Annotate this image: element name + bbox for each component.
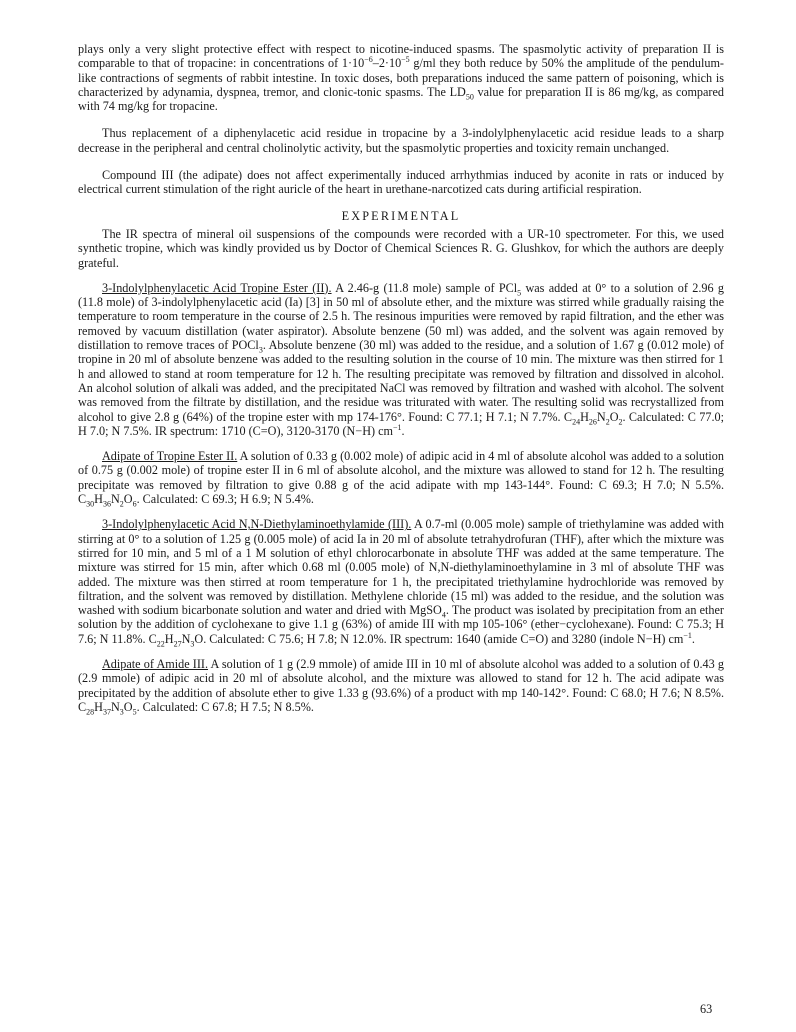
conclusion-paragraph: Thus replacement of a diphenylacetic acid residue in tropacine by a 3-indolylphenylacetic acid residue leads to a sharp decrease in the peripheral and central cholinolytic activity, but the spasmolytic properties and toxicity remain unchanged. [78, 126, 724, 155]
ester-subheading: 3-Indolylphenylacetic Acid Tropine Ester (II). [102, 280, 332, 295]
section-heading-experimental: EXPERIMENTAL [341, 208, 461, 223]
amide-adipate-paragraph: Adipate of Amide III. A solution of 1 g (2.9 mmole) of amide III in 10 ml of absolute alcohol was added to a solution of 0.43 g (2.9 mmole) of adipic acid in 20 ml of absolute alcohol, and the mixture was allowed to stand for 12 h. The acid adipate was precipitated by the addition of absolute ether to give 1.33 g (93.6%) of a product with mp 140-142°. Found: C 68.0; H 7.6; N 8.5%. $C_{28}H_{37}N_3O_5$. Calculated: C 67.8; H 7.5; N 8.5%. [78, 656, 724, 717]
intro-paragraph: plays only a very slight protective effect with respect to nicotine-induced spasms. The spasmolytic activity of preparation II is comparable to that of tropacine: in concentrations of $1\cdot 10^{-6}-2\cdot 10^{-5}$ g/ml they both reduce by 50% the amplitude of the pendulum-like contractions of segments of rabbit intestine. In toxic doses, both preparations induced the same pattern of poisoning, which is characterized by adynamia, dyspnea, tremor, and clonic-tonic spasms. The $LD_{50}$ value for preparation II is 86 mg/kg, as compared with 74 mg/kg for tropacine. [78, 42, 724, 114]
amide-subheading: 3-Indolylphenylacetic Acid N,N-Diethylaminoethylamide (III). [102, 517, 412, 532]
ester-synthesis-paragraph: 3-Indolylphenylacetic Acid Tropine Ester (II). A 2.46-g (11.8 mole) sample of PCl$_5$ was added at 0° to a solution of 2.96 g (11.8 mole) of 3-indolylphenylacetic acid (Ia) [3] in 50 ml of absolute ether, and the mixture was stirred while gradually raising the temperature to room temperature in the course of 2.5 h. The resinous impurities were removed by rapid filtration, and the ether was removed by vacuum distillation (water aspirator). Absolute benzene (50 ml) was added, and the solvent was again removed by distillation to remove traces of POCl$_3$. Absolute benzene (30 ml) was added to the residue, and a solution of 1.67 g (0.012 mole) of tropine in 20 ml of absolute benzene was added to the resulting solution in the course of 10 min. The mixture was then stirred for 1 h and allowed to stand at room temperature for 12 h. The resulting precipitate was removed by filtration and dissolved in alcohol. An alcohol solution of alkali was added, and the precipitated NaCl was removed by filtration and washed with alcohol. The solvent was removed from the filtrate by distillation, and the residue was triturated with water. The resulting solid was recrystallized from alcohol to give 2.8 g (64%) of the tropine ester with mp 174-176°. Found: C 77.1; H 7.1; N 7.7%. $C_{24}H_{26}N_2O_2$. Calculated: C 77.0; H 7.0; N 7.5%. IR spectrum: 1710 (C=O), 3120-3170 (N−H) $cm^{-1}$. [78, 280, 725, 438]
ester-adipate-paragraph: Adipate of Tropine Ester II. A solution of 0.33 g (0.002 mole) of adipic acid in 4 ml of absolute alcohol was added to a solution of 0.75 g (0.002 mole) of tropine ester II in 6 ml of absolute alcohol, and the mixture was allowed to stand for 12 h. The resulting precipitate was removed by filtration to give 0.88 g of the acid adipate with mp 143-144°. Found: C 69.3; H 7.0; N 5.5%. $C_{30}H_{36}N_2O_6$. Calculated: C 69.3; H 6.9; N 5.4%. [78, 449, 724, 509]
page-content [78, 42, 725, 717]
page-number: 63 [700, 1002, 713, 1016]
amide-adipate-subheading: Adipate of Amide III. [102, 656, 209, 671]
ir-spectra-paragraph: The IR spectra of mineral oil suspensions of the compounds were recorded with a UR-10 spectrometer. For this, we used synthetic tropine, which was kindly provided us by Doctor of Chemical Sciences R. G. Glushkov, for which the authors are deeply grateful. [78, 226, 724, 270]
amide-synthesis-paragraph: 3-Indolylphenylacetic Acid N,N-Diethylaminoethylamide (III). A 0.7-ml (0.005 mole) sample of triethylamine was added with stirring at 0° to a solution of 1.25 g (0.005 mole) of acid Ia in 20 ml of absolute tetrahydrofuran (THF), after which the mixture was stirred for 10 min, and 5 ml of a 1 M solution of ethyl chlorocarbonate in absolute THF was added at the same temperature. The mixture was stirred for 15 min, after which 0.68 ml (0.005 mole) of N,N-diethylaminoethylamine in 3 ml of absolute THF was added. The mixture was then stirred at room temperature for 1 h, the precipitated triethylamine hydrochloride was removed by filtration, and the solvent was removed by distillation. Methylene chloride (15 ml) was added to the residue, and the solution was washed with sodium bicarbonate solution and water and dried with MgSO$_4$. The product was isolated by precipitation from an ether solution by the addition of cyclohexane to give 1.1 g (63%) of amide III with mp 105-106° (ether−cyclohexane). Found: C 75.3; H 7.6; N 11.8%. $C_{22}H_{27}N_3O$. Calculated: C 75.6; H 7.8; N 12.0%. IR spectrum: 1640 (amide C=O) and 3280 (indole N−H) $cm^{-1}$. [78, 517, 724, 649]
arrhythmia-paragraph: Compound III (the adipate) does not affect experimentally induced arrhythmias induced by aconite in rats or induced by electrical current stimulation of the right auricle of the heart in urethane-narcotized cats during artificial respiration. [78, 168, 724, 197]
ester-adipate-subheading: Adipate of Tropine Ester II. [102, 449, 238, 464]
